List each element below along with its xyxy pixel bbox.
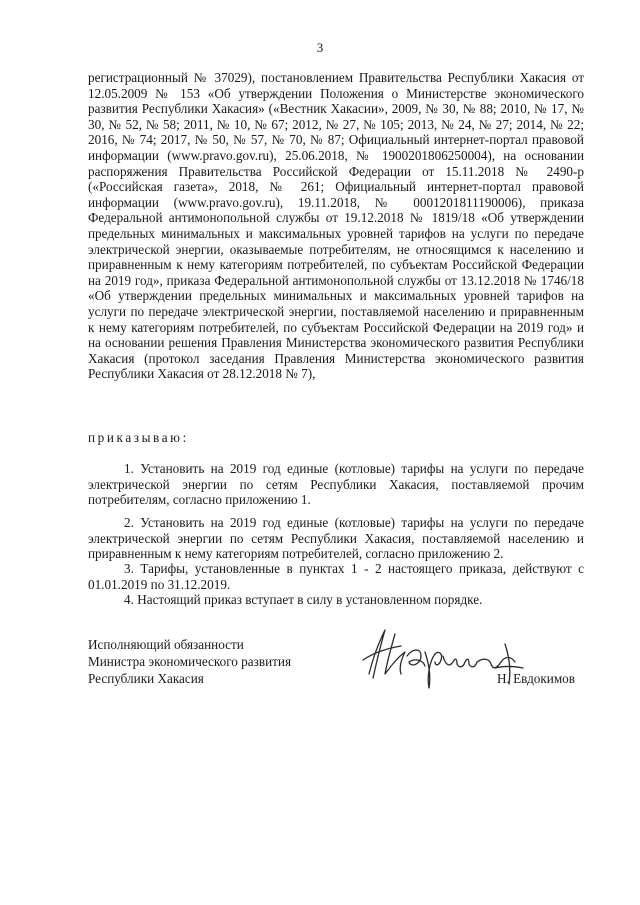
- intro-paragraph: регистрационный № 37029), постановлением Правительства Республики Хакасия от 12.05.2009 № 153 «Об утверждении Положения о Министерстве экономического развития Республики Хакасия» («Вестник Хакасии», 2009, № 30, № 88; 2010, № 17, № 30, № 52, № 58; 2011, № 10, № 67; 2012, № 27, № 105; 2013, № 24, № 27; 2014, № 22; 2016, № 74; 2017, № 50, № 57, № 70, № 87; Официальный интернет-портал правовой информации (www.pravo.gov.ru), 25.06.2018, № 1900201806250004), на основании распоряжения Правительства Российской Федерации от 15.11.2018 № 2490-р («Российская газета», 2018, № 261; Официальный интернет-портал правовой информации (www.pravo.gov.ru), 19.11.2018, № 0001201811190006), приказа Федеральной антимонопольной службы от 19.12.2018 № 1819/18 «Об утверждении предельных минимальных и максимальных уровней тарифов на услуги по передаче электрической энергии, оказываемые потребителям, не относящимся к населению и приравненным к нему категориям потребителей, по субъектам Российской Федерации на 2019 год», приказа Федеральной антимонопольной службы от 13.12.2018 № 1746/18 «Об утверждении предельных минимальных и максимальных уровней тарифов на услуги по передаче электрической энергии, поставляемой населению и приравненным к нему категориям потребителей, по субъектам Российской Федерации на 2019 год» и на основании решения Правления Министерства экономического развития Республики Хакасия (протокол заседания Правления Министерства экономического развития Республики Хакасия от 28.12.2018 № 7),: [88, 70, 584, 382]
- page-number: 3: [316, 40, 324, 55]
- order-point-1: 1. Установить на 2019 год единые (котловые) тарифы на услуги по передаче электрической энергии по сетям Республики Хакасия, поставляемой прочим потребителям, согласно приложению 1.: [88, 461, 584, 508]
- signer-name: Н. Евдокимов: [497, 671, 576, 686]
- signer-title-line-1: Исполняющий обязанности: [88, 637, 244, 652]
- signer-title-line-2: Министра экономического развития: [88, 654, 292, 669]
- order-word: приказываю:: [88, 430, 189, 445]
- signer-title-line-3: Республики Хакасия: [88, 671, 204, 686]
- order-point-3: 3. Тарифы, установленные в пунктах 1 - 2 настоящего приказа, действуют с 01.01.2019 по 31.12.2019.: [88, 561, 584, 592]
- order-point-2: 2. Установить на 2019 год единые (котловые) тарифы на услуги по передаче электрической энергии по сетям Республики Хакасия, поставляемой населению и приравненным к нему категориям потребителей, согласно приложению 2.: [88, 515, 584, 562]
- order-point-4: 4. Настоящий приказ вступает в силу в установленном порядке.: [124, 592, 483, 607]
